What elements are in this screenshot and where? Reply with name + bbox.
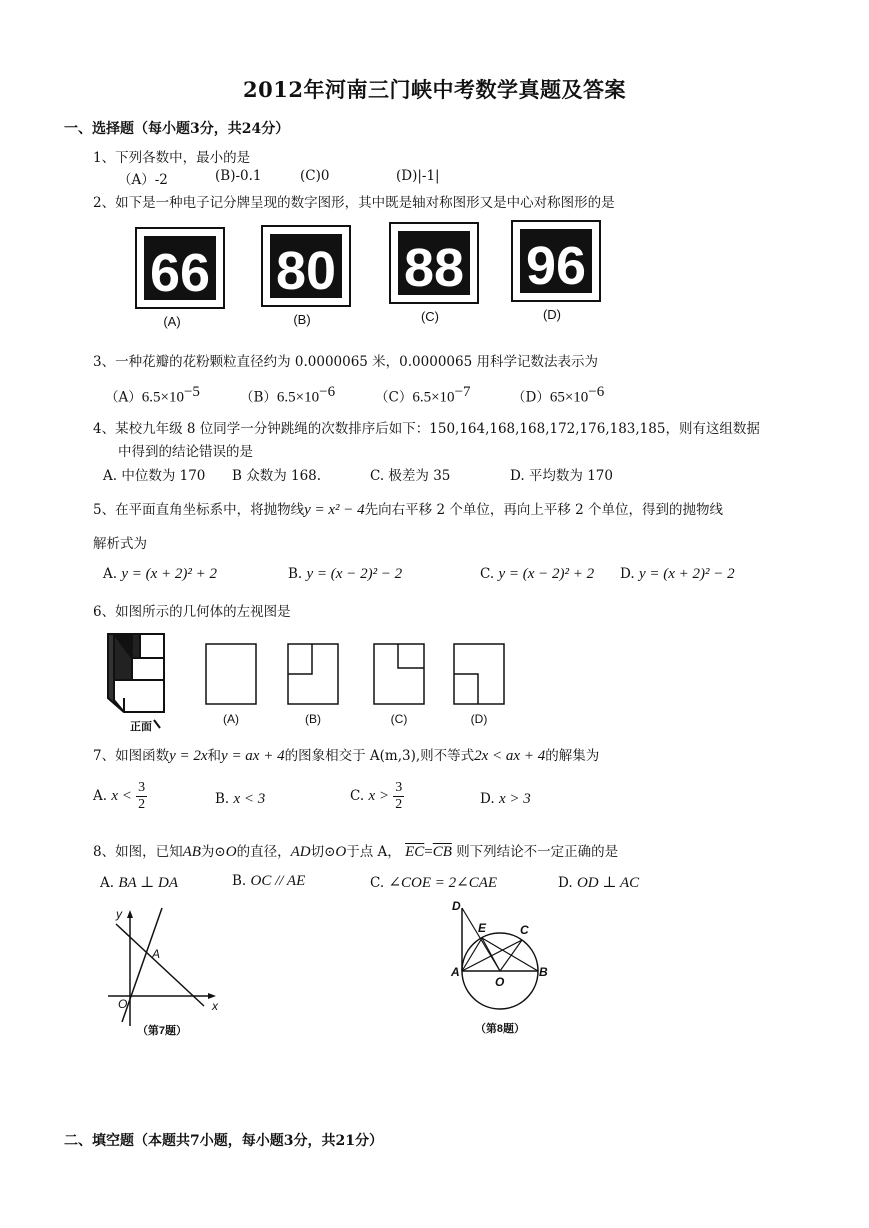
- q2-panel-b: [256, 220, 356, 336]
- q6-solid: [108, 634, 164, 712]
- q2-panel-d: [506, 215, 606, 331]
- q4-stem-cont: 中得到的结论错误的是: [118, 444, 253, 460]
- q2-panel-d-digits: 96: [525, 236, 587, 296]
- q7-option-c: C. x > $\frac{3}{2}$: [350, 780, 403, 812]
- q6-label-d: (D): [470, 712, 488, 726]
- q2-panel-b-digits: 80: [275, 241, 337, 301]
- q5-option-a: A. y = (x + 2)² + 2: [103, 566, 218, 582]
- q2-panel-b-label: (B): [293, 312, 311, 327]
- q5-option-c: C. y = (x − 2)² + 2: [480, 566, 595, 582]
- q3-option-b: $(B)6.5\times 10^{-6}$: [240, 384, 336, 406]
- q7-option-b: B. x < 3: [215, 791, 266, 807]
- fig7-y-label: y: [116, 907, 122, 921]
- q6-front-label: 正面: [130, 721, 152, 733]
- q4-option-c: C. 极差为 35: [370, 468, 451, 484]
- q6-view-c: [374, 644, 424, 704]
- q5-stem-cont: 解析式为: [93, 536, 147, 552]
- q1-option-b: (B)-0.1: [215, 168, 262, 184]
- fig8-label-c: C: [520, 923, 529, 937]
- q7-option-a: A. x < $\frac{3}{2}$: [93, 780, 146, 812]
- q4-stem: 4、某校九年级 8 位同学一分钟跳绳的次数排序后如下：150,164,168,168,172,176,183,185，则有这组数据: [93, 421, 760, 437]
- q2-panel-a-digits: 66: [149, 243, 211, 303]
- fig8-label-e: E: [478, 921, 487, 935]
- fig7-point-a-label: A: [152, 947, 161, 961]
- q2-panel-c-label: (C): [420, 309, 440, 324]
- q2-stem: 2、如下是一种电子记分牌呈现的数字图形，其中既是轴对称图形又是中心对称图形的是: [93, 195, 615, 211]
- q2-panel-a: [130, 222, 230, 336]
- q1-option-d: (D)|-1|: [396, 168, 440, 184]
- q8-option-c: C. ∠COE = 2∠CAE: [370, 875, 498, 891]
- q5-parabola: y = x² − 4: [304, 502, 365, 518]
- q4-option-b: B 众数为 168.: [232, 468, 322, 484]
- q2-panel-a-label: (A): [163, 314, 181, 329]
- q6-figures: [100, 628, 520, 742]
- q6-label-b: (B): [305, 712, 321, 726]
- q6-label-a: (A): [223, 712, 239, 726]
- q3-stem: 3、一种花瓣的花粉颗粒直径约为 0.0000065 米，0.0000065 用科学记数法表示为: [93, 354, 598, 370]
- fig8-label-a: A: [451, 965, 460, 979]
- q2-panel-d-label: (D): [542, 307, 562, 322]
- section-choice-heading: 一、选择题（每小题3分，共24分）: [64, 121, 290, 137]
- fig8-label-d: D: [452, 899, 461, 913]
- q8-stem: 8、如图，已知AB为⊙O的直径，AD切⊙O于点 A， $\overline{EC}=\overline{CB}$ 则下列结论不一定正确的是: [93, 844, 619, 860]
- q1-option-c: (C)0: [300, 168, 330, 184]
- q4-option-d: D. 平均数为 170: [510, 468, 613, 484]
- fig7-origin-label: O: [118, 997, 128, 1011]
- q8-option-a: A. BA ⊥ DA: [100, 875, 178, 891]
- fig8-label-o: O: [495, 975, 505, 989]
- q5-stem: 5、在平面直角坐标系中，将抛物线y = x² − 4先向右平移 2 个单位，再向上平移 2 个单位，得到的抛物线: [93, 502, 723, 518]
- q1-option-a: （A）-2: [118, 172, 168, 188]
- fig8-caption: （第8题）: [474, 1023, 526, 1035]
- q3-option-d: $(D)65\times 10^{-6}$: [512, 384, 605, 406]
- q6-view-b: [288, 644, 338, 704]
- q7-stem: 7、如图函数y = 2x和y = ax + 4的图象相交于 A(m,3),则不等式2x < ax + 4的解集为: [93, 748, 600, 764]
- fig8-circle-diagram: [448, 896, 558, 1048]
- q1-stem: 1、下列各数中，最小的是: [93, 150, 251, 166]
- section-fill-heading: 二、填空题（本题共7小题，每小题3分，共21分）: [64, 1133, 383, 1149]
- fig7-graph: [100, 902, 230, 1046]
- q4-option-a: A. 中位数为 170: [103, 468, 206, 484]
- q2-panel-c: [384, 217, 484, 333]
- q6-view-a: [206, 644, 256, 704]
- q7-option-d: D. x > 3: [480, 791, 531, 807]
- q6-label-c: (C): [390, 712, 408, 726]
- fig7-caption: （第7题）: [136, 1025, 188, 1037]
- q2-panel-c-digits: 88: [403, 238, 465, 298]
- q5-option-b: B. y = (x − 2)² − 2: [288, 566, 403, 582]
- q6-view-d: [454, 644, 504, 704]
- q5-option-d: D. y = (x + 2)² − 2: [620, 566, 735, 582]
- fig8-label-b: B: [539, 965, 548, 979]
- q8-option-b: B. OC // AE: [232, 873, 306, 889]
- q8-option-d: D. OD ⊥ AC: [558, 875, 640, 891]
- q6-stem: 6、如图所示的几何体的左视图是: [93, 604, 291, 620]
- q3-option-c: $(C)6.5\times 10^{-7}$: [375, 384, 471, 406]
- q3-option-a: $(A)6.5\times 10^{-5}$: [105, 384, 200, 406]
- fig7-x-label: x: [212, 999, 218, 1013]
- page-title: 2012年河南三门峡中考数学真题及答案: [243, 77, 626, 102]
